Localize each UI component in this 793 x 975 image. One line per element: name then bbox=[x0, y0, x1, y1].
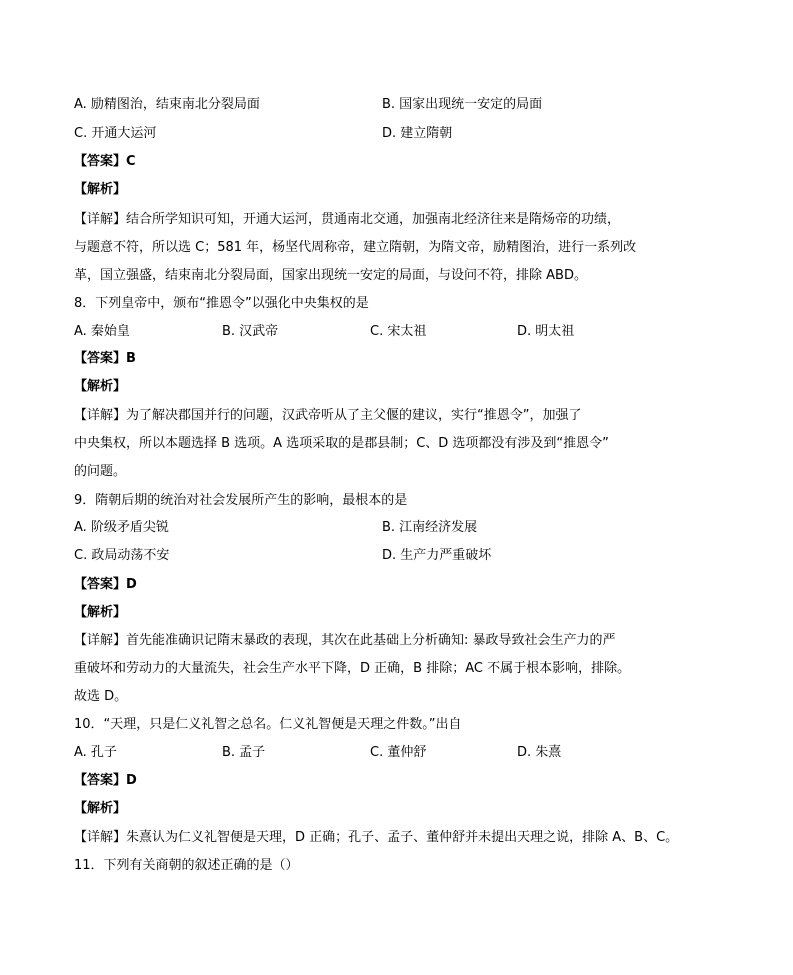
q9-detail-line: 【详解】首先能准确识记隋末暴政的表现，其次在此基础上分析确知: 暴政导致社会生产力的严 bbox=[74, 633, 616, 648]
q8-option-b: B. 汉武帝 bbox=[222, 324, 279, 339]
q7-option-c: C. 开通大运河 bbox=[74, 126, 157, 141]
q10-answer: 【答案】D bbox=[74, 773, 137, 788]
q7-option-a: A. 励精图治，结束南北分裂局面 bbox=[74, 97, 260, 112]
q7-analysis-heading: 【解析】 bbox=[74, 182, 127, 197]
q9-stem: 9．隋朝后期的统治对社会发展所产生的影响，最根本的是 bbox=[74, 493, 408, 508]
q10-option-b: B. 孟子 bbox=[222, 745, 266, 760]
q9-option-a: A. 阶级矛盾尖锐 bbox=[74, 520, 169, 535]
q7-detail-line: 【详解】结合所学知识可知，开通大运河，贯通南北交通，加强南北经济往来是隋炀帝的功绩， bbox=[74, 212, 621, 227]
q10-option-a: A. 孔子 bbox=[74, 745, 117, 760]
q10-analysis-heading: 【解析】 bbox=[74, 801, 127, 816]
q10-option-d: D. 朱熹 bbox=[517, 745, 562, 760]
q7-option-d: D. 建立隋朝 bbox=[382, 126, 453, 141]
q10-detail-line: 【详解】朱熹认为仁义礼智便是天理，D 正确；孔子、孟子、董仲舒并未提出天理之说，排除 A、B、C。 bbox=[74, 830, 679, 845]
q10-stem: 10．“天理，只是仁义礼智之总名。仁义礼智便是天理之件数。”出自 bbox=[74, 717, 462, 732]
q8-analysis-heading: 【解析】 bbox=[74, 379, 127, 394]
q9-option-c: C. 政局动荡不安 bbox=[74, 548, 170, 563]
q8-option-d: D. 明太祖 bbox=[517, 324, 575, 339]
q9-option-d: D. 生产力严重破坏 bbox=[382, 548, 492, 563]
q9-detail-line: 重破坏和劳动力的大量流失，社会生产水平下降，D 正确，B 排除；AC 不属于根本影响，排除。 bbox=[74, 661, 631, 676]
q10-option-c: C. 董仲舒 bbox=[370, 745, 427, 760]
q9-option-b: B. 江南经济发展 bbox=[382, 520, 478, 535]
q7-detail-line: 与题意不符，所以选 C；581 年，杨坚代周称帝，建立隋朝，为隋文帝，励精图治，进行一系列改 bbox=[74, 240, 637, 255]
q11-stem: 11．下列有关商朝的叙述正确的是（） bbox=[74, 858, 299, 873]
q8-stem: 8．下列皇帝中，颁布“推恩令”以强化中央集权的是 bbox=[74, 296, 369, 311]
q9-detail-line: 故选 D。 bbox=[74, 689, 128, 704]
q7-option-b: B. 国家出现统一安定的局面 bbox=[382, 97, 543, 112]
q8-detail-line: 中央集权，所以本题选择 B 选项。A 选项采取的是郡县制；C、D 选项都没有涉及到“推恩令” bbox=[74, 436, 609, 451]
q8-option-a: A. 秦始皇 bbox=[74, 324, 130, 339]
q9-answer: 【答案】D bbox=[74, 577, 137, 592]
q8-detail-line: 的问题。 bbox=[74, 464, 127, 479]
q7-detail-line: 革，国立强盛，结束南北分裂局面，国家出现统一安定的局面，与设问不符，排除 ABD。 bbox=[74, 268, 587, 283]
q8-answer: 【答案】B bbox=[74, 351, 136, 366]
q9-analysis-heading: 【解析】 bbox=[74, 605, 127, 620]
q7-answer: 【答案】C bbox=[74, 154, 136, 169]
q8-option-c: C. 宋太祖 bbox=[370, 324, 427, 339]
q8-detail-line: 【详解】为了解决郡国并行的问题，汉武帝听从了主父偃的建议，实行“推恩令”，加强了 bbox=[74, 408, 582, 423]
